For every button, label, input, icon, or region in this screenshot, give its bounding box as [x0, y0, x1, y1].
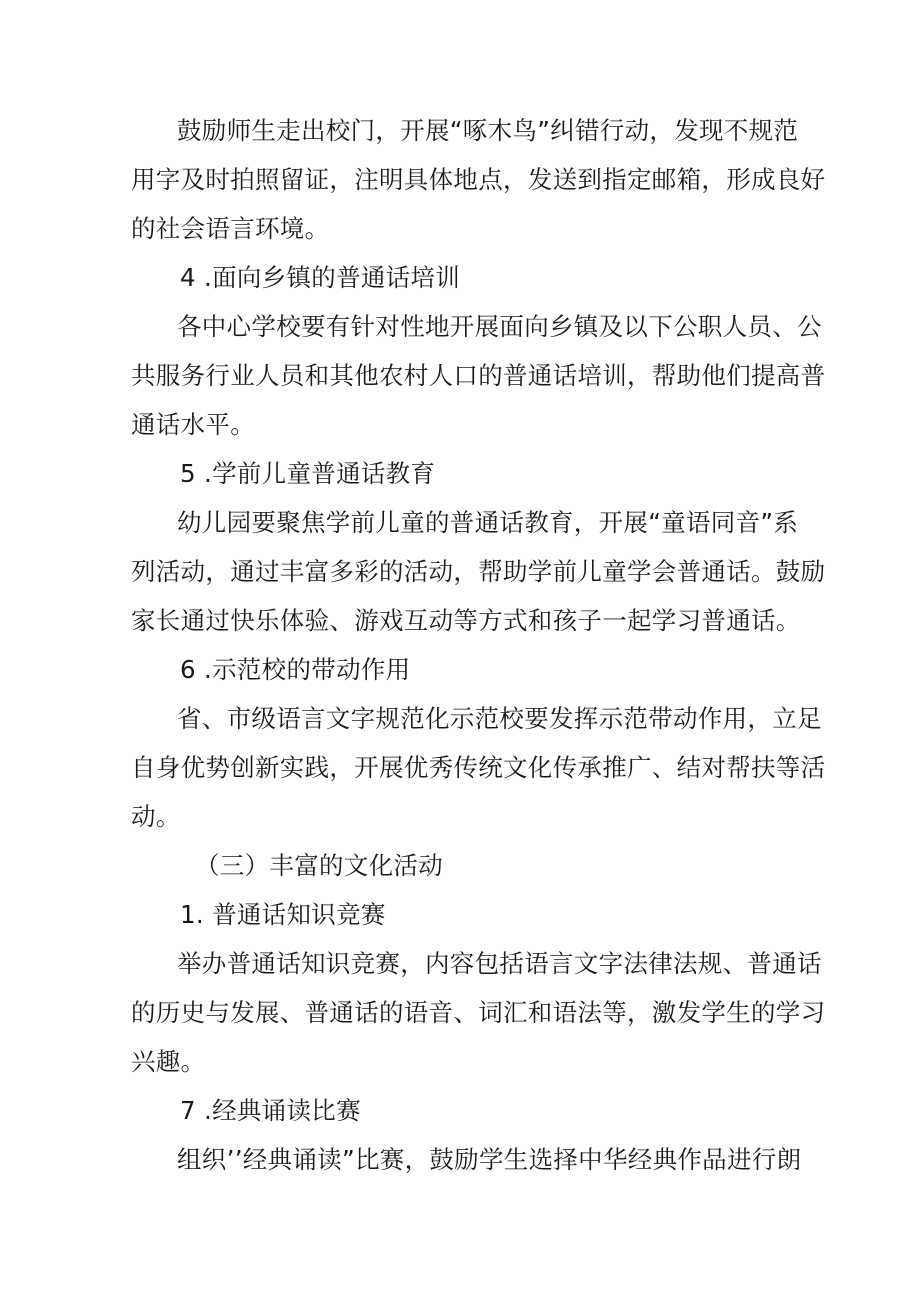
paragraph-line: 兴趣。 [131, 1047, 206, 1076]
paragraph-line: 家长通过快乐体验、游戏互动等方式和孩子一起学习普通话。 [131, 606, 801, 635]
paragraph-line: 用字及时拍照留证，注明具体地点，发送到指定邮箱，形成良好 [131, 165, 826, 194]
section-heading: 4 .面向乡镇的普通话培训 [180, 263, 461, 292]
paragraph-line: 动。 [131, 802, 181, 831]
paragraph-line: 的社会语言环境。 [131, 214, 330, 243]
paragraph-line: 组织’’经典诵读”比赛，鼓励学生选择中华经典作品进行朗 [177, 1145, 802, 1174]
section-heading: 6 .示范校的带动作用 [180, 655, 411, 684]
paragraph-line: 共服务行业人员和其他农村人口的普通话培训，帮助他们提高普 [131, 361, 826, 390]
paragraph-line: 通话水平。 [131, 410, 255, 439]
paragraph-line: 自身优势创新实践，开展优秀传统文化传承推广、结对帮扶等活 [131, 753, 826, 782]
section-heading: 5 .学前儿童普通话教育 [180, 459, 436, 488]
paragraph-line: 鼓励师生走出校门，开展“啄木鸟”纠错行动，发现不规范 [177, 116, 799, 145]
section-heading: 1. 普通话知识竞赛 [180, 900, 386, 929]
paragraph-line: 幼儿园要聚焦学前儿童的普通话教育，开展“童语同音”系 [177, 508, 799, 537]
section-title: （三）丰富的文化活动 [195, 851, 443, 880]
paragraph-line: 省、市级语言文字规范化示范校要发挥示范带动作用，立足 [177, 704, 822, 733]
paragraph-line: 各中心学校要有针对性地开展面向乡镇及以下公职人员、公 [177, 312, 822, 341]
paragraph-line: 举办普通话知识竞赛，内容包括语言文字法律法规、普通话 [177, 949, 822, 978]
paragraph-line: 的历史与发展、普通话的语音、词汇和语法等，激发学生的学习 [131, 998, 826, 1027]
paragraph-line: 列活动，通过丰富多彩的活动，帮助学前儿童学会普通话。鼓励 [131, 557, 826, 586]
section-heading: 7 .经典诵读比赛 [180, 1096, 361, 1125]
